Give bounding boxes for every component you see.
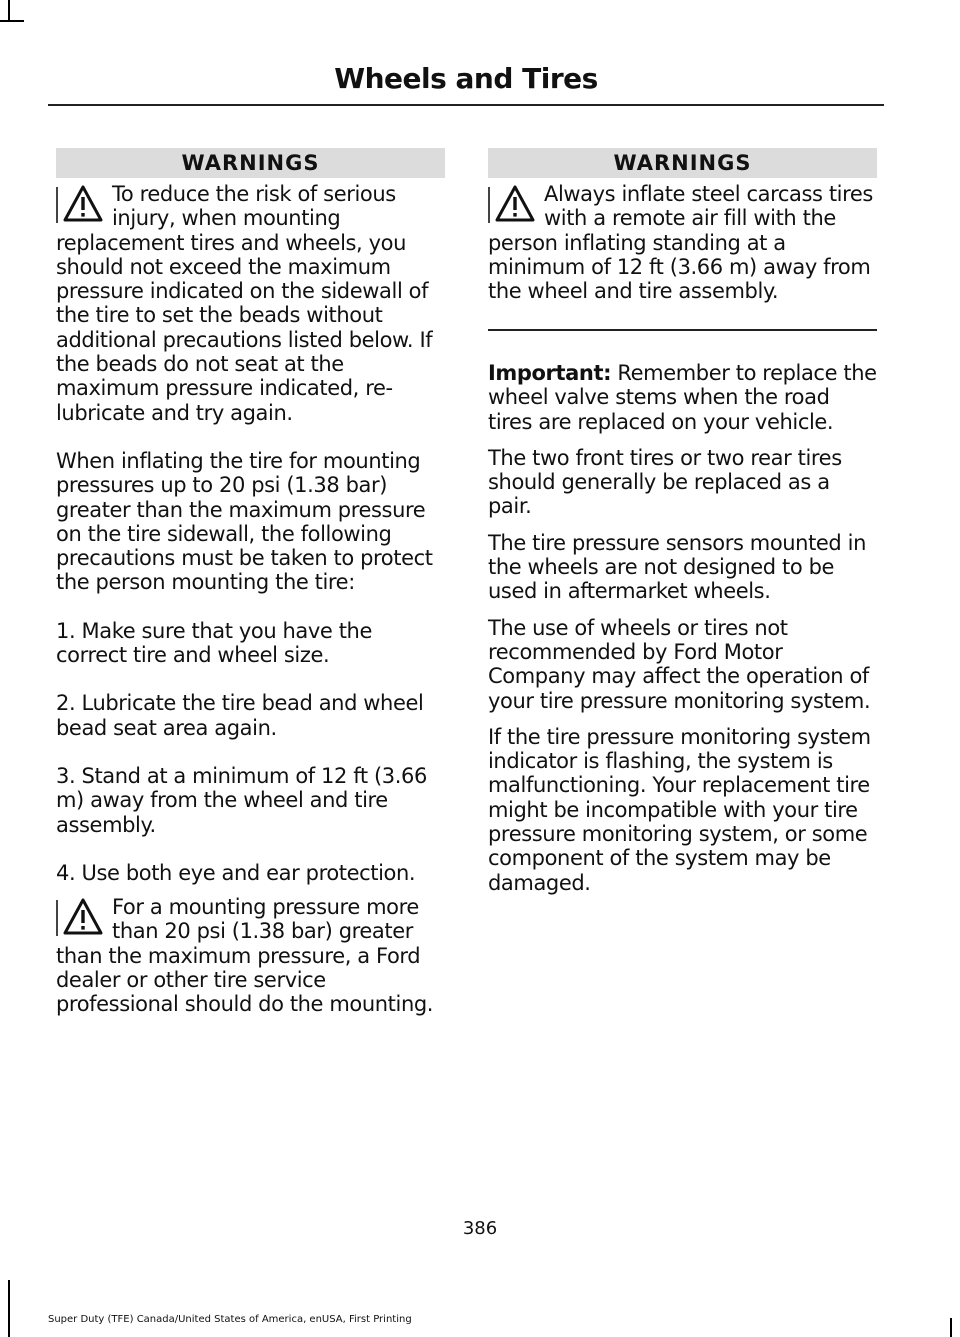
important-text: Remember to replace the wheel valve stems when the road tires are replaced on your vehicle. (488, 360, 877, 434)
warning-triangle-icon (488, 184, 538, 228)
step-item: 1. Make sure that you have the correct tire and wheel size. (56, 618, 372, 668)
warning-block (488, 182, 877, 303)
warning-block (56, 895, 445, 1016)
body-paragraph: If the tire pressure monitoring system indicator is flashing, the system is malfunctioning. Your replacement tire might be incompatible with your tire pressure monitoring system, or some component of the system may be damaged. (488, 724, 871, 895)
crop-mark (8, 1280, 10, 1337)
important-label: Important: (488, 360, 612, 385)
page-title: Wheels and Tires (334, 62, 598, 95)
header-divider (48, 104, 884, 106)
warning-triangle-icon (56, 897, 106, 941)
step-item: 2. Lubricate the tire bead and wheel bead seat area again. (56, 691, 424, 740)
intro-paragraph: When inflating the tire for mounting pressures up to 20 psi (1.38 bar) greater than the maximum pressure on the tire sidewall, the following precautions must be taken to protect the person mounting the tire: (56, 448, 433, 595)
footer-text: Super Duty (TFE) Canada/United States of America, enUSA, First Printing (48, 1314, 412, 1325)
page-number: 386 (462, 1218, 498, 1239)
body-paragraph: The tire pressure sensors mounted in the wheels are not designed to be used in aftermarket wheels. (488, 530, 866, 604)
crop-mark (8, 0, 10, 22)
important-note (488, 361, 877, 434)
warning-text: Always inflate steel carcass tires with a remote air fill with the person inflating standing at a minimum of 12 ft (3.66 m) away from the wheel and tire assembly. (488, 182, 873, 304)
warning-block (56, 182, 445, 425)
body-paragraph: The two front tires or two rear tires should generally be replaced as a pair. (488, 445, 842, 519)
warnings-heading: WARNINGS (488, 148, 877, 178)
step-item: 4. Use both eye and ear protection. (56, 860, 416, 885)
warning-text: For a mounting pressure more than 20 psi (1.38 bar) greater than the maximum pressure, a Ford dealer or other tire service professional should do the mounting. (56, 895, 434, 1017)
left-column (56, 148, 445, 1017)
crop-mark (950, 1318, 952, 1337)
warning-triangle-icon (56, 184, 106, 228)
right-column (488, 148, 877, 895)
section-divider (488, 329, 877, 331)
body-paragraph: The use of wheels or tires not recommended by Ford Motor Company may affect the operation of your tire pressure monitoring system. (488, 615, 871, 713)
warning-text: To reduce the risk of serious injury, when mounting replacement tires and wheels, you should not exceed the maximum pressure indicated on the sidewall of the tire to set the beads without additional precautions listed below. If the beads do not seat at the maximum pressure indicated, re-lubricate and try again. (56, 182, 433, 425)
crop-mark (0, 20, 24, 22)
warnings-heading: WARNINGS (56, 148, 445, 178)
step-item: 3. Stand at a minimum of 12 ft (3.66 m) away from the wheel and tire assembly. (56, 763, 427, 837)
